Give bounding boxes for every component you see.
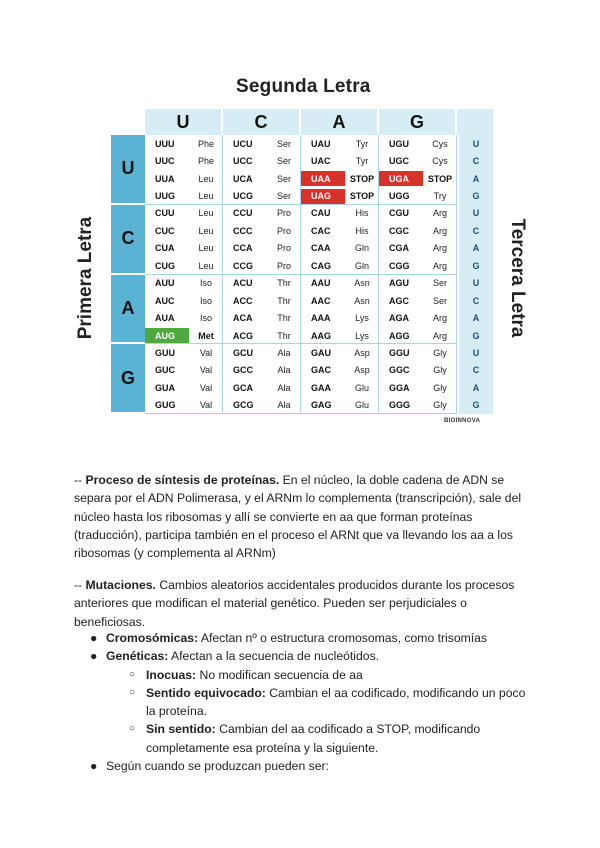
list-item bbox=[74, 647, 534, 665]
codon-row bbox=[223, 152, 301, 169]
codon-block-ug bbox=[379, 135, 457, 205]
third-letter-cell: C bbox=[459, 152, 493, 169]
codon: CCC bbox=[233, 225, 253, 236]
amino-acid: Glu bbox=[354, 382, 369, 393]
codon: AGA bbox=[389, 313, 409, 324]
table-corner bbox=[111, 109, 145, 135]
codon: GCG bbox=[233, 400, 254, 411]
third-letter-cell: G bbox=[459, 327, 493, 344]
amino-acid: Asn bbox=[354, 295, 370, 306]
amino-acid: Asp bbox=[354, 365, 370, 376]
amino-acid: Pro bbox=[276, 260, 291, 271]
codon: UCU bbox=[233, 138, 253, 149]
amino-acid: Asn bbox=[354, 278, 370, 289]
third-letter-cell: G bbox=[459, 187, 493, 204]
first-letter-c: C bbox=[111, 205, 145, 275]
codon-row bbox=[379, 362, 457, 379]
codon-row bbox=[223, 327, 301, 344]
codon-block-ag bbox=[379, 275, 457, 345]
amino-acid: Lys bbox=[355, 330, 369, 341]
codon-block-uu bbox=[145, 135, 223, 205]
codon: GAC bbox=[311, 365, 331, 376]
codon: CCA bbox=[233, 243, 253, 254]
codon-row bbox=[145, 379, 223, 396]
amino-acid: Leu bbox=[198, 243, 214, 254]
amino-acid: Ala bbox=[277, 382, 291, 393]
codon: AGG bbox=[389, 330, 410, 341]
codon-row bbox=[223, 135, 301, 152]
item-text: Afectan nº o estructura cromosomas, como trisomías bbox=[198, 631, 488, 645]
codon-row bbox=[223, 362, 301, 379]
amino-acid: Lys bbox=[355, 313, 369, 324]
codon-block-gc bbox=[223, 344, 301, 414]
codon: GUG bbox=[155, 400, 176, 411]
amino-acid: Tyr bbox=[355, 156, 369, 167]
amino-acid: Gly bbox=[433, 382, 447, 393]
second-letter-a: A bbox=[301, 109, 379, 135]
codon-row bbox=[145, 275, 223, 292]
codon: CGA bbox=[389, 243, 409, 254]
codon-block-cu bbox=[145, 205, 223, 275]
amino-acid: Gly bbox=[433, 347, 447, 358]
amino-acid: Cys bbox=[432, 138, 448, 149]
codon-row bbox=[223, 309, 301, 326]
codon: UUA bbox=[155, 173, 175, 184]
amino-acid: Arg bbox=[432, 243, 447, 254]
second-letter-header bbox=[145, 109, 493, 135]
codon-row bbox=[379, 292, 457, 309]
codon: UGU bbox=[389, 138, 409, 149]
third-letter-label: Tercera Letra bbox=[507, 218, 528, 338]
third-letter-cell: U bbox=[459, 205, 493, 222]
item-heading: Genéticas: bbox=[106, 649, 169, 664]
codon-row bbox=[301, 327, 379, 344]
amino-acid: Arg bbox=[432, 313, 447, 324]
amino-acid: Ser bbox=[276, 191, 291, 202]
codon: CAC bbox=[311, 225, 331, 236]
codon-row bbox=[379, 275, 457, 292]
codon-row bbox=[301, 344, 379, 361]
codon-row bbox=[379, 205, 457, 222]
codon-row bbox=[145, 240, 223, 257]
codon-row bbox=[301, 187, 379, 204]
codon-row bbox=[223, 170, 301, 187]
codon-block-uc bbox=[223, 135, 301, 205]
p2-prefix: -- bbox=[74, 578, 86, 592]
amino-acid: Gln bbox=[354, 260, 369, 271]
amino-acid: Arg bbox=[432, 225, 447, 236]
amino-acid: Tyr bbox=[355, 138, 369, 149]
amino-acid: Iso bbox=[199, 295, 212, 306]
codon-row bbox=[145, 135, 223, 152]
item-heading: Inocuas: bbox=[146, 667, 197, 682]
item-text: Según cuando se produzcan pueden ser: bbox=[106, 759, 329, 774]
amino-acid: Pro bbox=[276, 208, 291, 219]
codon-row bbox=[223, 292, 301, 309]
codon: ACA bbox=[233, 313, 253, 324]
codon-row bbox=[223, 344, 301, 361]
codon-row bbox=[223, 205, 301, 222]
codon: CUU bbox=[155, 208, 175, 219]
item-text: Cambian el aa codificado, modificando un poco la proteína. bbox=[146, 685, 526, 719]
third-letter-cell: U bbox=[459, 344, 493, 361]
list-item bbox=[74, 757, 534, 775]
codon: UGC bbox=[389, 156, 409, 167]
codon-block-aa bbox=[301, 275, 379, 345]
codon-row bbox=[301, 170, 379, 187]
codon: UAG bbox=[301, 189, 345, 204]
codon-block-cc bbox=[223, 205, 301, 275]
amino-acid: Ser bbox=[276, 138, 291, 149]
amino-acid: Val bbox=[199, 365, 213, 376]
codon: CUG bbox=[155, 260, 175, 271]
third-letter-cell: A bbox=[459, 309, 493, 326]
amino-acid: Asp bbox=[354, 347, 370, 358]
first-letter-a: A bbox=[111, 275, 145, 345]
list-item bbox=[74, 629, 534, 647]
codon-row bbox=[145, 362, 223, 379]
codon-row bbox=[301, 240, 379, 257]
second-letter-c: C bbox=[223, 109, 301, 135]
first-letter-g: G bbox=[111, 344, 145, 414]
p2-heading: Mutaciones. bbox=[85, 578, 156, 592]
amino-acid: Val bbox=[199, 347, 213, 358]
first-letter-u: U bbox=[111, 135, 145, 205]
codon-row bbox=[379, 344, 457, 361]
codon-row bbox=[379, 257, 457, 274]
codon: AAG bbox=[311, 330, 331, 341]
codon: UGG bbox=[389, 191, 410, 202]
codon: CAU bbox=[311, 208, 331, 219]
third-letter-cell: U bbox=[459, 275, 493, 292]
codon: CCG bbox=[233, 260, 253, 271]
amino-acid: Gln bbox=[354, 243, 369, 254]
amino-acid: Thr bbox=[277, 330, 291, 341]
bullet-icon: ● bbox=[90, 759, 98, 774]
codon-row bbox=[301, 309, 379, 326]
amino-acid: His bbox=[355, 225, 369, 236]
codon-block-cg bbox=[379, 205, 457, 275]
codon: GAA bbox=[311, 382, 331, 393]
codon-row bbox=[223, 222, 301, 239]
amino-acid: Arg bbox=[432, 330, 447, 341]
codon: ACC bbox=[233, 295, 253, 306]
codon-row bbox=[223, 275, 301, 292]
amino-acid: STOP bbox=[349, 173, 375, 184]
codon: GGA bbox=[389, 382, 410, 393]
codon-row bbox=[379, 379, 457, 396]
amino-acid: Ser bbox=[276, 173, 291, 184]
amino-acid: Leu bbox=[198, 208, 214, 219]
amino-acid: Val bbox=[199, 400, 213, 411]
codon: CGC bbox=[389, 225, 409, 236]
bioinnova-logo bbox=[444, 418, 480, 424]
codon: UGA bbox=[379, 171, 423, 186]
codon-row bbox=[301, 397, 379, 414]
codon-row bbox=[379, 309, 457, 326]
codon-row bbox=[301, 152, 379, 169]
codon-row bbox=[145, 187, 223, 204]
codon-row bbox=[145, 152, 223, 169]
third-letter-cell: G bbox=[459, 257, 493, 274]
codon-block-ca bbox=[301, 205, 379, 275]
codon: GAU bbox=[311, 347, 331, 358]
amino-acid: Ser bbox=[432, 278, 447, 289]
codon: CAG bbox=[311, 260, 331, 271]
codon-grid bbox=[145, 135, 459, 414]
codon: UAA bbox=[301, 171, 345, 186]
first-letter-column bbox=[111, 135, 145, 414]
amino-acid: STOP bbox=[349, 191, 375, 202]
codon-row bbox=[379, 187, 457, 204]
codon: UUG bbox=[155, 191, 175, 202]
codon: GCU bbox=[233, 347, 253, 358]
codon: GUA bbox=[155, 382, 175, 393]
codon-row bbox=[379, 240, 457, 257]
second-letter-u: U bbox=[145, 109, 223, 135]
third-letter-cell: G bbox=[459, 397, 493, 414]
bullet-icon: ● bbox=[90, 631, 98, 645]
p2-body: Cambios aleatorios accidentales producidos durante los procesos anteriores que modifican el material genético. Pueden ser perjudiciales o beneficiosas. bbox=[74, 578, 515, 629]
sub-bullet-icon: ○ bbox=[129, 686, 136, 698]
amino-acid: Met bbox=[198, 330, 214, 341]
second-letter-g: G bbox=[379, 109, 457, 135]
codon: GCA bbox=[233, 382, 253, 393]
codon: CCU bbox=[233, 208, 253, 219]
item-heading: Cromosómicas: bbox=[106, 631, 199, 645]
codon-row bbox=[145, 257, 223, 274]
codon-row bbox=[301, 222, 379, 239]
amino-acid: His bbox=[355, 208, 369, 219]
codon: ACG bbox=[233, 330, 253, 341]
codon-row bbox=[223, 379, 301, 396]
codon-row bbox=[301, 275, 379, 292]
amino-acid: Pro bbox=[276, 225, 291, 236]
amino-acid: Gly bbox=[433, 365, 447, 376]
logo-text: BIOINNOVA bbox=[444, 418, 481, 424]
codon-row bbox=[145, 327, 223, 344]
codon: CAA bbox=[311, 243, 331, 254]
item-text: No modifican secuencia de aa bbox=[196, 667, 363, 682]
sub-list-item bbox=[74, 684, 534, 721]
amino-acid: Ala bbox=[277, 365, 291, 376]
sub-list-item bbox=[74, 666, 534, 684]
third-letter-header-pad bbox=[457, 109, 493, 135]
p1-prefix: -- bbox=[74, 473, 86, 487]
codon: UAU bbox=[311, 138, 331, 149]
protein-synthesis-paragraph bbox=[74, 471, 530, 562]
codon: AUA bbox=[155, 313, 175, 324]
amino-acid: Leu bbox=[198, 260, 214, 271]
codon-row bbox=[223, 187, 301, 204]
amino-acid: Iso bbox=[199, 313, 212, 324]
codon-row bbox=[145, 397, 223, 414]
codon-row bbox=[379, 170, 457, 187]
codon-block-ua bbox=[301, 135, 379, 205]
item-text: Cambian del aa codificado a STOP, modificando completamente esa proteína y la siguiente. bbox=[146, 722, 481, 755]
codon-row bbox=[223, 397, 301, 414]
codon: GGG bbox=[389, 400, 411, 411]
amino-acid: Gly bbox=[433, 400, 447, 411]
p1-heading: Proceso de síntesis de proteínas. bbox=[85, 473, 280, 487]
codon: GCC bbox=[233, 365, 253, 376]
codon-row bbox=[301, 292, 379, 309]
item-text: Afectan a la secuencia de nucleótidos. bbox=[168, 649, 380, 664]
codon: AAC bbox=[311, 295, 331, 306]
codon-row bbox=[301, 362, 379, 379]
amino-acid: Thr bbox=[277, 278, 291, 289]
codon-block-ac bbox=[223, 275, 301, 345]
codon: GUU bbox=[155, 347, 175, 358]
codon: GAG bbox=[311, 400, 332, 411]
codon: GGC bbox=[389, 365, 410, 376]
codon-row bbox=[379, 135, 457, 152]
codon: UUU bbox=[155, 138, 175, 149]
third-letter-cell: C bbox=[459, 292, 493, 309]
amino-acid: Phe bbox=[197, 138, 214, 149]
codon-row bbox=[145, 309, 223, 326]
sub-bullet-icon: ○ bbox=[129, 668, 136, 680]
third-letter-cell: A bbox=[459, 240, 493, 257]
codon-block-ga bbox=[301, 344, 379, 414]
codon-row bbox=[301, 205, 379, 222]
codon-row bbox=[379, 152, 457, 169]
codon: AGU bbox=[389, 278, 409, 289]
codon-row bbox=[301, 379, 379, 396]
codon: CUC bbox=[155, 225, 175, 236]
amino-acid: Leu bbox=[198, 173, 214, 184]
codon-row bbox=[223, 257, 301, 274]
amino-acid: Cys bbox=[432, 156, 448, 167]
sub-bullet-icon: ○ bbox=[129, 723, 136, 735]
third-letter-cell: C bbox=[459, 222, 493, 239]
codon-row bbox=[145, 205, 223, 222]
third-letter-cell: A bbox=[459, 170, 493, 187]
codon: AUU bbox=[155, 278, 175, 289]
codon: UCC bbox=[233, 156, 253, 167]
codon-row bbox=[379, 397, 457, 414]
codon: UUC bbox=[155, 156, 175, 167]
codon-table bbox=[111, 109, 493, 414]
codon-row bbox=[301, 257, 379, 274]
amino-acid: Try bbox=[433, 191, 447, 202]
third-letter-column bbox=[459, 135, 493, 414]
codon-row bbox=[301, 135, 379, 152]
codon: CGU bbox=[389, 208, 409, 219]
sub-list-item bbox=[74, 720, 534, 757]
codon-row bbox=[379, 222, 457, 239]
amino-acid: Thr bbox=[277, 313, 291, 324]
amino-acid: Phe bbox=[197, 156, 214, 167]
amino-acid: Iso bbox=[199, 278, 212, 289]
codon-row bbox=[145, 222, 223, 239]
codon: GUC bbox=[155, 365, 175, 376]
codon: AGC bbox=[389, 295, 409, 306]
amino-acid: Ala bbox=[277, 347, 291, 358]
codon-block-gu bbox=[145, 344, 223, 414]
codon: AUG bbox=[145, 328, 189, 343]
item-heading: Sin sentido: bbox=[146, 722, 216, 737]
mutation-types-list bbox=[74, 629, 534, 775]
amino-acid: Arg bbox=[432, 260, 447, 271]
codon-block-gg bbox=[379, 344, 457, 414]
amino-acid: STOP bbox=[427, 173, 453, 184]
codon-row bbox=[379, 327, 457, 344]
item-heading: Sentido equivocado: bbox=[146, 685, 266, 700]
amino-acid: Ser bbox=[276, 156, 291, 167]
third-letter-cell: A bbox=[459, 379, 493, 396]
codon: AUC bbox=[155, 295, 175, 306]
bullet-icon: ● bbox=[90, 649, 98, 664]
codon: UCA bbox=[233, 173, 253, 184]
amino-acid: Val bbox=[199, 382, 213, 393]
codon: AAA bbox=[311, 313, 331, 324]
amino-acid: Glu bbox=[354, 400, 369, 411]
amino-acid: Leu bbox=[198, 225, 214, 236]
third-letter-cell: U bbox=[459, 135, 493, 152]
amino-acid: Thr bbox=[277, 295, 291, 306]
codon-table-title: Segunda Letra bbox=[236, 76, 371, 97]
codon-row bbox=[145, 344, 223, 361]
mutations-paragraph bbox=[74, 576, 530, 631]
codon-block-au bbox=[145, 275, 223, 345]
codon: GGU bbox=[389, 347, 410, 358]
p1-body: En el núcleo, la doble cadena de ADN se separa por el ADN Polimerasa, y el ARNm lo complementa (transcripción), sale del núcleo hasta los ribosomas y allí se convierte en aa que forman proteínas (traducción), participa también en el proceso el ARNt que va llevando los aa a los ribosomas (y complementa al ARNm) bbox=[74, 473, 522, 561]
codon: ACU bbox=[233, 278, 253, 289]
codon-row bbox=[145, 170, 223, 187]
first-letter-label: Primera Letra bbox=[75, 216, 96, 340]
amino-acid: Leu bbox=[198, 191, 214, 202]
amino-acid: Ser bbox=[432, 295, 447, 306]
codon-row bbox=[223, 240, 301, 257]
codon: UAC bbox=[311, 156, 331, 167]
codon: CGG bbox=[389, 260, 410, 271]
amino-acid: Pro bbox=[276, 243, 291, 254]
codon: AAU bbox=[311, 278, 331, 289]
amino-acid: Arg bbox=[432, 208, 447, 219]
codon-row bbox=[145, 292, 223, 309]
codon: UCG bbox=[233, 191, 253, 202]
codon: CUA bbox=[155, 243, 175, 254]
amino-acid: Ala bbox=[277, 400, 291, 411]
third-letter-cell: C bbox=[459, 362, 493, 379]
